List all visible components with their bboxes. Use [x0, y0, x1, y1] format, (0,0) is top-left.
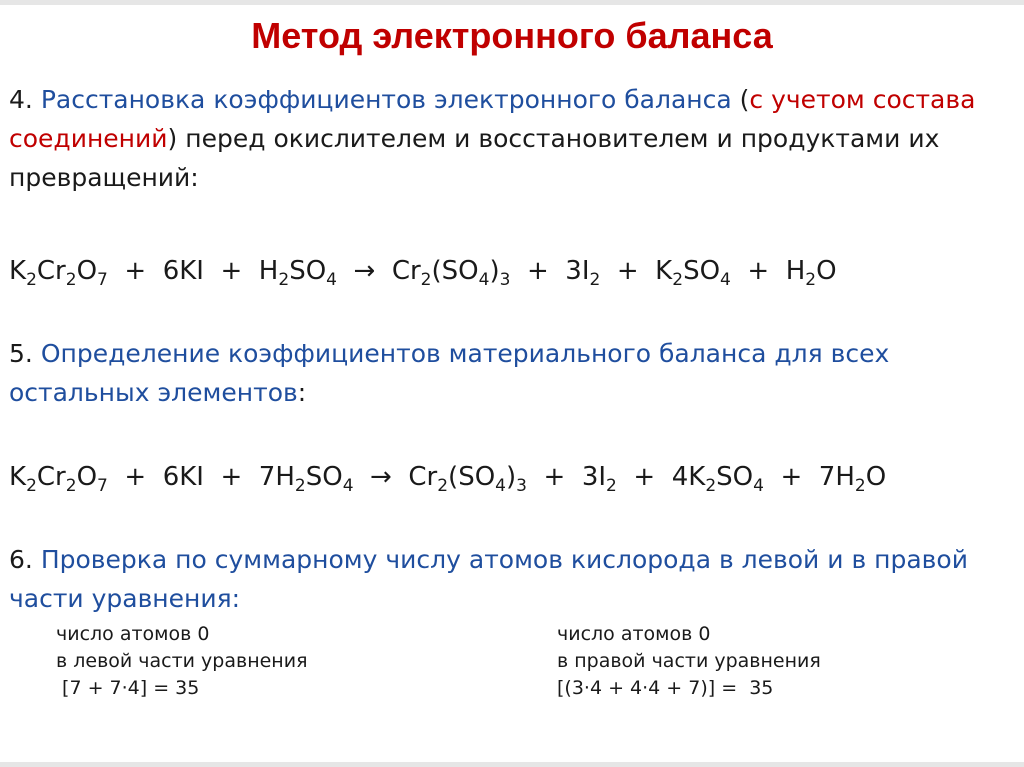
subscript: 2: [278, 270, 290, 290]
equation-term: K: [9, 462, 27, 492]
step-5-number: 5.: [9, 339, 41, 368]
step-4-paren: (: [731, 85, 750, 114]
equation-term: + 7H: [763, 462, 855, 492]
equation-term: SO: [289, 256, 327, 286]
equation-term: SO: [716, 462, 754, 492]
subscript: 7: [97, 270, 108, 290]
step-4-number: 4.: [9, 85, 41, 114]
equation-term: → Cr: [353, 462, 438, 492]
subscript: 2: [26, 270, 37, 290]
step-6-heading: Проверка по суммарному числу атомов кислорода в левой и в правой части уравнения:: [9, 545, 968, 613]
subscript: 3: [516, 476, 527, 496]
subscript: 4: [720, 270, 731, 290]
step-4-highlight: с учетом состава соединений: [9, 85, 976, 153]
left-count-side: в левой части уравнения: [56, 650, 308, 672]
subscript: 7: [97, 476, 108, 496]
subscript: 2: [420, 270, 432, 290]
subscript: 2: [705, 476, 717, 496]
subscript: 2: [805, 270, 817, 290]
right-count-result: [(3·4 + 4·4 + 7)] = 35: [557, 677, 774, 699]
equation-term: + 6KI + H: [107, 256, 279, 286]
slide-top-edge: [0, 0, 1024, 5]
equation-term: O: [816, 256, 837, 286]
equation-term: SO: [305, 462, 343, 492]
subscript: 4: [478, 270, 490, 290]
equation-term: O: [76, 256, 98, 286]
right-count-label: число атомов 0: [557, 623, 711, 645]
subscript: 2: [606, 476, 617, 496]
slide-bottom-edge: [0, 762, 1024, 767]
equation-term: (SO: [431, 256, 479, 286]
subscript: 2: [437, 476, 449, 496]
equation-term: O: [76, 462, 98, 492]
equation-term: + K: [600, 256, 673, 286]
equation-term: + 4K: [616, 462, 706, 492]
equation-term: K: [9, 256, 27, 286]
equation-term: + 6KI + 7H: [107, 462, 295, 492]
equation-term: ): [489, 256, 500, 286]
equation-term: + H: [730, 256, 806, 286]
subscript: 2: [854, 476, 866, 496]
equation-term: (SO: [448, 462, 496, 492]
left-count-label: число атомов 0: [56, 623, 210, 645]
step-4-rest: ) перед окислителем и восстановителем и продуктами их превращений:: [9, 124, 940, 192]
step-6-paragraph: [9, 540, 1009, 618]
equation-term: → Cr: [336, 256, 421, 286]
equation-term: O: [865, 462, 887, 492]
equation-term: ): [506, 462, 517, 492]
left-oxygen-count: [56, 621, 308, 702]
slide-title: Метод электронного баланса: [251, 15, 773, 56]
subscript: 2: [65, 476, 77, 496]
equation-term: SO: [683, 256, 721, 286]
subscript: 2: [294, 476, 306, 496]
equation-term: Cr: [36, 462, 66, 492]
subscript: 4: [753, 476, 764, 496]
subscript: 2: [26, 476, 37, 496]
subscript: 2: [65, 270, 77, 290]
step-4-heading: Расстановка коэффициентов электронного баланса: [40, 85, 732, 114]
subscript: 2: [672, 270, 684, 290]
equation-term: + 3I: [510, 256, 590, 286]
equation-unbalanced: [9, 254, 1014, 288]
subscript: 4: [495, 476, 506, 496]
step-5-heading: Определение коэффициентов материального баланса для всех остальных элементов: [9, 339, 890, 407]
step-4-paragraph: [9, 80, 1009, 197]
subscript: 4: [342, 476, 354, 496]
step-6-number: 6.: [9, 545, 41, 574]
subscript: 3: [499, 270, 511, 290]
equation-term: Cr: [36, 256, 66, 286]
left-count-result: [7 + 7·4] = 35: [56, 677, 200, 699]
right-oxygen-count: [557, 621, 821, 702]
equation-balanced: [9, 460, 1014, 494]
step-5-colon: :: [297, 378, 307, 407]
right-count-side: в правой части уравнения: [557, 650, 821, 672]
subscript: 2: [589, 270, 601, 290]
step-5-paragraph: [9, 334, 1009, 412]
subscript: 4: [326, 270, 337, 290]
equation-term: + 3I: [526, 462, 607, 492]
